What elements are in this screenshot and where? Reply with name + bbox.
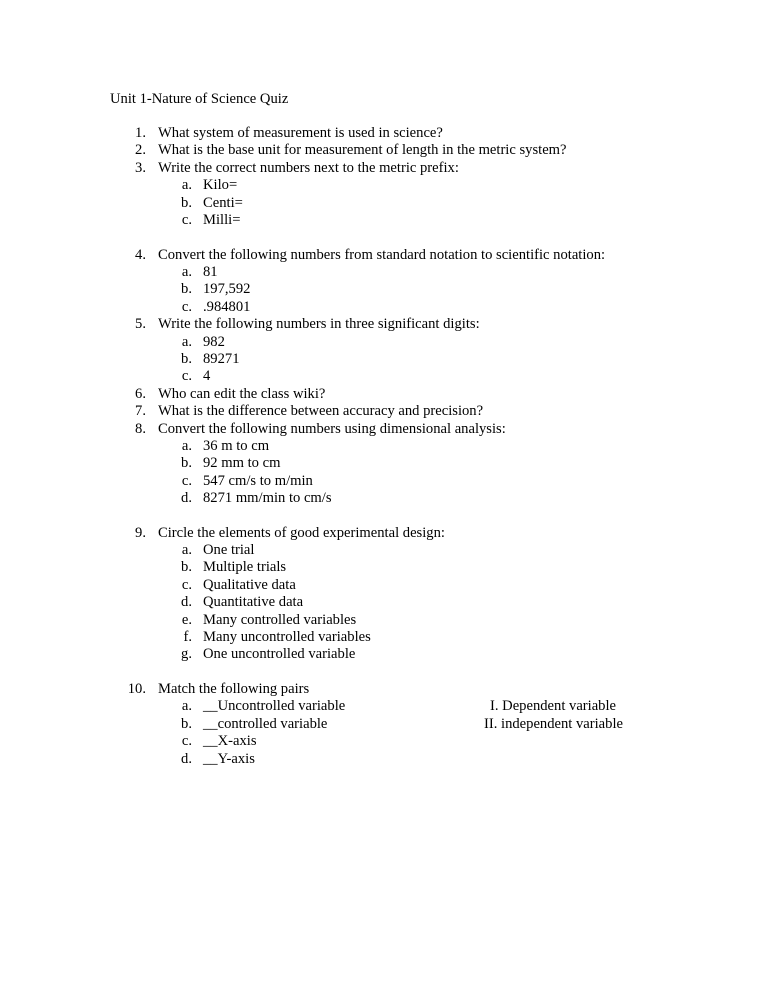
question-text: Write the correct numbers next to the metric prefix: xyxy=(158,159,459,176)
sub-item-text: Multiple trials xyxy=(203,559,287,576)
question-number: 6. xyxy=(135,385,146,402)
sub-item-letter: c. xyxy=(181,733,192,750)
sub-item-text: __controlled variable xyxy=(203,715,328,732)
sub-item-letter: c. xyxy=(181,298,192,315)
sub-item-text: Qualitative data xyxy=(203,576,296,593)
sub-item-text: 81 xyxy=(203,263,218,280)
sub-item-letter: b. xyxy=(181,194,192,211)
sub-item-letter: b. xyxy=(181,350,192,367)
question-number: 7. xyxy=(135,403,146,420)
quiz-title: Unit 1-Nature of Science Quiz xyxy=(110,91,289,107)
question-text: Circle the elements of good experimental design: xyxy=(158,524,445,541)
sub-item-text: __Uncontrolled variable xyxy=(203,698,346,715)
sub-item-text: Many controlled variables xyxy=(203,611,357,628)
sub-item-text: 8271 mm/min to cm/s xyxy=(203,490,332,507)
sub-item-letter: a. xyxy=(181,263,192,280)
sub-item-text: Kilo= xyxy=(203,177,238,194)
sub-item-letter: a. xyxy=(181,333,192,350)
sub-item-text: 197,592 xyxy=(203,281,251,298)
sub-item-letter: e. xyxy=(181,611,192,628)
sub-item-letter: c. xyxy=(181,472,192,489)
question-text: Match the following pairs xyxy=(158,680,310,697)
sub-item-letter: d. xyxy=(181,750,192,767)
question-text: What system of measurement is used in science? xyxy=(158,125,443,141)
sub-item-letter: b. xyxy=(181,715,192,732)
sub-item-text: .984801 xyxy=(203,298,251,315)
question-number: 5. xyxy=(135,316,146,333)
sub-item-letter: c. xyxy=(181,576,192,593)
sub-item-letter: c. xyxy=(181,212,192,228)
match-option: II. independent variable xyxy=(484,715,623,732)
sub-item-letter: b. xyxy=(181,559,192,576)
question-text: Write the following numbers in three significant digits: xyxy=(158,316,480,333)
question-text: What is the base unit for measurement of length in the metric system? xyxy=(158,142,567,159)
sub-item-text: Milli= xyxy=(203,212,241,228)
sub-item-letter: b. xyxy=(181,455,192,472)
question-number: 4. xyxy=(135,246,146,263)
sub-item-text: 982 xyxy=(203,333,225,350)
question-text: Who can edit the class wiki? xyxy=(158,385,326,402)
question-number: 9. xyxy=(135,524,146,541)
sub-item-letter: c. xyxy=(181,368,192,385)
sub-item-text: One trial xyxy=(203,542,255,558)
question-number: 8. xyxy=(135,420,146,437)
sub-item-letter: f. xyxy=(183,629,192,645)
sub-item-letter: a. xyxy=(181,698,192,715)
question-number: 10. xyxy=(127,680,146,697)
sub-item-text: Many uncontrolled variables xyxy=(203,629,371,645)
sub-item-text: 36 m to cm xyxy=(203,437,270,454)
sub-item-text: 547 cm/s to m/min xyxy=(203,472,313,489)
sub-item-text: Centi= xyxy=(203,194,243,211)
sub-item-letter: a. xyxy=(181,542,192,558)
sub-item-text: Quantitative data xyxy=(203,594,304,611)
sub-item-letter: d. xyxy=(181,490,192,507)
sub-item-text: 4 xyxy=(203,368,211,385)
question-text: Convert the following numbers from standard notation to scientific notation: xyxy=(158,246,606,263)
question-number: 1. xyxy=(135,125,146,141)
sub-item-letter: g. xyxy=(181,646,192,663)
question-number: 3. xyxy=(135,159,146,176)
sub-item-letter: b. xyxy=(181,281,192,298)
sub-item-letter: d. xyxy=(181,594,192,611)
sub-item-letter: a. xyxy=(181,437,192,454)
question-text: Convert the following numbers using dimensional analysis: xyxy=(158,420,506,437)
sub-item-text: 89271 xyxy=(203,350,240,367)
sub-item-text: One uncontrolled variable xyxy=(203,646,356,663)
sub-item-letter: a. xyxy=(181,177,192,194)
question-text: What is the difference between accuracy and precision? xyxy=(158,403,484,420)
question-number: 2. xyxy=(135,142,146,159)
match-option: I. Dependent variable xyxy=(490,698,617,715)
sub-item-text: __Y-axis xyxy=(203,750,255,767)
sub-item-text: 92 mm to cm xyxy=(203,455,281,472)
sub-item-text: __X-axis xyxy=(203,733,257,750)
